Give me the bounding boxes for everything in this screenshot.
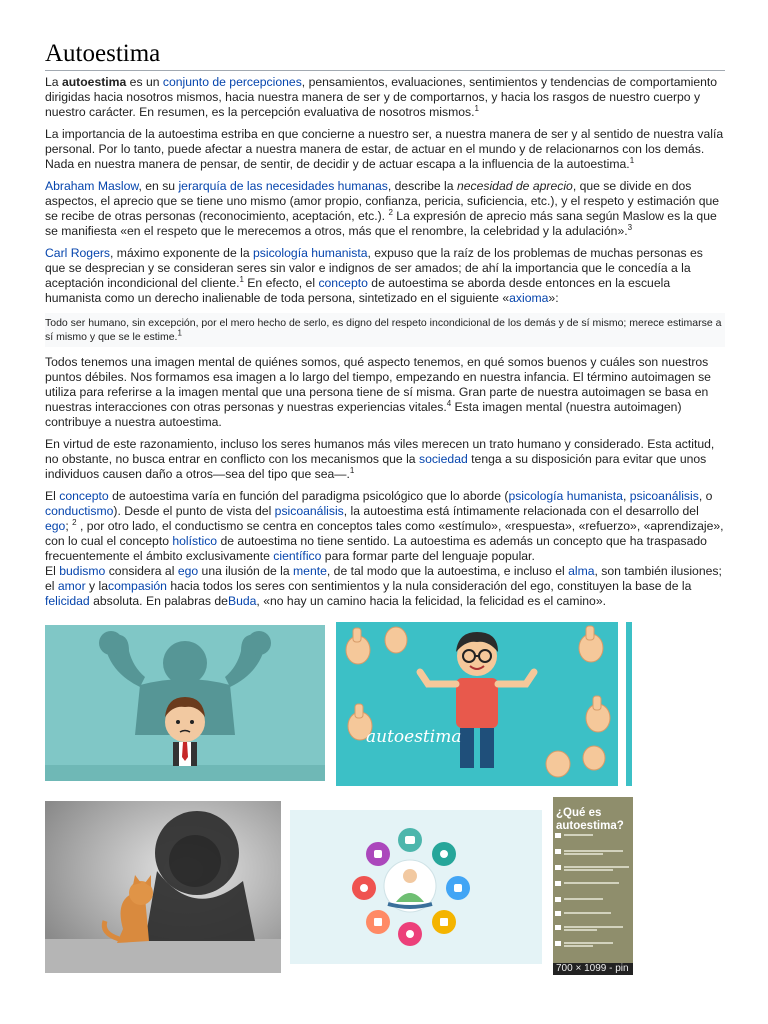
page-title: Autoestima [45,40,725,71]
link-conjunto-de-percepciones[interactable]: conjunto de percepciones [162,75,302,89]
link-amor[interactable]: amor [57,579,86,593]
ref-link[interactable]: 1 [629,155,635,165]
ref-link[interactable]: 4 [446,398,452,408]
image-caption: 700 × 1099 - pin [553,963,633,975]
link-sociedad[interactable]: sociedad [418,452,468,466]
paragraph-4: Carl Rogers, máximo exponente de la psicología humanista, expuso que la raíz de los problemas de muchas personas es que se desprecian y se consideran seres sin valor e indignos de ser amados; de ahí la importancia que le concedía a la aceptación incondicional del cliente.$^1$ En efecto, el concepto de autoestima se aborda desde entonces en la escuela humanista como un derecho inalienable de toda persona, sintetizado en el siguiente «axioma»: [45,246,703,305]
link-felicidad[interactable]: felicidad [45,594,90,608]
ref-link[interactable]: 1 [239,274,244,284]
paragraph-1: La autoestima es un conjunto de percepciones, pensamientos, evaluaciones, sentimientos y tendencias de comportamiento dirigidas hacia nosotros mismos, hacia nuestra manera de ser y de comportarnos, y hacia los rasgos de nuestro cuerpo y nuestro carácter. En resumen, es la percepción evaluativa de nosotros mismos.$^1$ [45,75,718,119]
ref-link[interactable]: 3 [627,222,633,232]
paragraph-5: Todos tenemos una imagen mental de quiénes somos, qué aspecto tenemos, en qué somos buenos y cuáles son nuestros puntos débiles. Nos formamos esa imagen a lo largo del tiempo, empezando en nuestra infancia. El término autoimagen se utiliza para referirse a la imagen mental que una persona tiene de sí misma. Gran parte de nuestra autoimagen se basa en nuestras interacciones con otras personas y nuestras experiencias vitales.$^4$ Esta imagen mental (nuestra autoimagen) contribuye a nuestra autoestima. [45,355,711,429]
link-psicoanalisis[interactable]: psicoanálisis [629,489,699,503]
link-ego[interactable]: ego [45,519,66,533]
link-psicologia-humanista[interactable]: psicología humanista [252,246,368,260]
paragraph-8: El budismo considera al ego una ilusión de la mente, de tal modo que la autoestima, e incluso el alma, son también ilusiones; el amor y lacompasión hacia todos los seres con sentimientos y la nula consideración del ego, constituyen la base de la felicidad absoluta. En palabras deBuda, «no hay un camino hacia la felicidad, la felicidad es el camino». [45,564,722,608]
link-conductismo[interactable]: conductismo [45,504,114,518]
link-axioma[interactable]: axioma [509,291,549,305]
ref-link[interactable]: 1 [177,328,182,338]
link-concepto[interactable]: concepto [59,489,109,503]
link-psicoanalisis[interactable]: psicoanálisis [274,504,344,518]
link-compasion[interactable]: compasión [108,579,167,593]
ref-link[interactable]: 1 [474,103,479,113]
link-abraham-maslow[interactable]: Abraham Maslow [45,179,139,193]
link-carl-rogers[interactable]: Carl Rogers [45,246,111,260]
paragraph-3: Abraham Maslow, en su jerarquía de las necesidades humanas, describe la necesidad de aprecio, que se divide en dos aspectos, el aprecio que se tiene uno mismo (amor propio, confianza, pericia, suficiencia, etc.), y el respeto y estimación que se recibe de otras personas (reconocimiento, aceptación, etc.). $^2$ La expresión de aprecio más sana según Maslow es la que se manifiesta «en el respeto que le merecemos a otros, más que el renombre, la celebridad y la adulación».$^3$ [45,179,720,238]
link-jerarquia-necesidades[interactable]: jerarquía de las necesidades humanas [178,179,388,193]
blockquote: Todo ser humano, sin excepción, por el mero hecho de serlo, es digno del respeto incondicional de los demás y de sí mismo; merece estimarse a sí mismo y que se le estime.$^1$ [45,313,725,347]
image-meditation-icons[interactable] [290,810,542,964]
image-boy-shadow[interactable] [45,625,325,781]
paragraph-7: El concepto de autoestima varía en función del paradigma psicológico que lo aborde (psicología humanista, psicoanálisis, o conductismo). Desde el punto de vista del psicoanálisis, la autoestima está íntimamente relacionada con el desarrollo del ego; $^2$ , por otro lado, el conductismo se centra en conceptos tales como «estímulo», «respuesta», «refuerzo», «aprendizaje», con lo cual el concepto holístico de autoestima no tiene sentido. La autoestima es además un concepto que ha traspasado frecuentemente el ámbito exclusivamente científico para formar parte del lenguaje popular. [45,489,724,563]
image-autoestima-cartoon[interactable] [336,622,632,786]
link-buda[interactable]: Buda [227,594,257,608]
image-cat-lion-shadow[interactable] [45,801,281,973]
paragraph-2: La importancia de la autoestima estriba en que concierne a nuestro ser, a nuestra manera de ser y al sentido de nuestra valía personal. Por lo tanto, puede afectar a nuestra manera de estar, de actuar en el mundo y de relacionarnos con los demás. Nada en nuestra manera de pensar, de sentir, de decidir y de actuar escapa a la influencia de la autoestima.$^1$ [45,127,724,171]
article [45,40,725,616]
ref-link[interactable]: 2 [388,207,393,217]
image-text-autoestima: autoestima [366,727,462,747]
link-alma[interactable]: alma [568,564,595,578]
infographic-title: ¿Qué es autoestima? [556,807,624,832]
paragraph-6: En virtud de este razonamiento, incluso los seres humanos más viles merecen un trato humano y considerado. Esta actitud, no obstante, no busca entrar en conflicto con los mecanismos que la sociedad tenga a su disposición para evitar que unos individuos causen daño a otros—sea del tipo que sea—.$^1$ [45,437,715,481]
link-concepto[interactable]: concepto [318,276,368,290]
link-ego[interactable]: ego [177,564,199,578]
link-mente[interactable]: mente [293,564,327,578]
link-psicologia-humanista[interactable]: psicología humanista [508,489,623,503]
image-que-es-autoestima[interactable] [553,797,633,975]
link-holistico[interactable]: holístico [172,534,218,548]
link-budismo[interactable]: budismo [59,564,106,578]
link-cientifico[interactable]: científico [273,549,322,563]
ref-link[interactable]: 2 [72,517,77,527]
ref-link[interactable]: 1 [349,465,355,475]
